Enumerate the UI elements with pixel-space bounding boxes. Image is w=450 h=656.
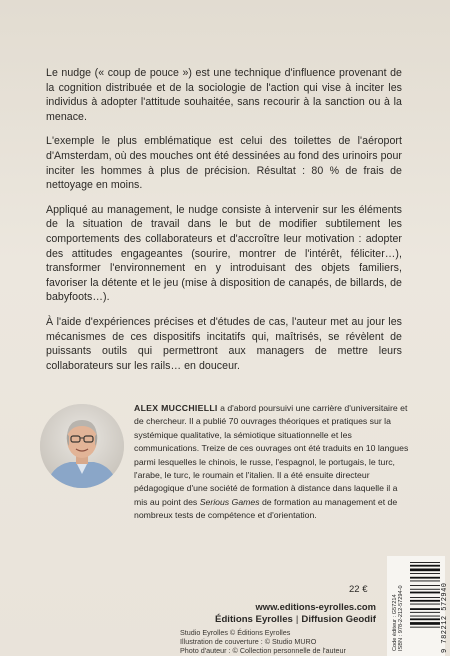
blurb-paragraph-2: L'exemple le plus emblématique est celui des toilettes de l'aéroport d'Amsterdam, où des mouches ont été dessinées au fond des urinoirs pour inciter les hommes à plus de précision. Résultat : 80 % de frais de nettoyage en moins. (46, 135, 402, 192)
credit-line: Photo d'auteur : © Collection personnelle de l'auteur (180, 646, 346, 656)
barcode-bar (410, 562, 440, 563)
barcode-bar (410, 597, 440, 598)
barcode-bar (410, 589, 440, 590)
distributor-name: Diffusion Geodif (301, 614, 376, 625)
barcode-bar (410, 573, 440, 574)
barcode-bar (410, 569, 440, 572)
publisher-block (206, 601, 376, 626)
barcode-bar (410, 608, 440, 610)
bio-italic-term: Serious Games (199, 496, 260, 507)
barcode-bar (410, 577, 440, 579)
barcode-bar (410, 581, 440, 582)
credit-line: Illustration de couverture : © Studio MURO (180, 637, 317, 647)
author-name: ALEX MUCCHIELLI (134, 403, 218, 413)
credit-line: Studio Eyrolles © Éditions Eyrolles (180, 628, 291, 637)
edition-code: Code éditeur : G57214 (392, 594, 398, 651)
barcode-bar (410, 565, 440, 567)
author-bio (40, 403, 410, 521)
barcode-bar (410, 616, 440, 617)
publisher-name: Éditions Eyrolles (215, 614, 293, 625)
barcode-number: 9 782212 572940 (441, 582, 449, 653)
barcode-bar (410, 622, 440, 625)
blurb-paragraph-4: À l'aide d'expériences précises et d'études de cas, l'auteur met au jour les mécanismes de ces dispositifs incitatifs qui, maîtrisés, se révèlent de puissants outils qui permettront aux managers de mettre leurs collaborateurs sur les rails… en douceur. (46, 315, 402, 372)
bio-text-part-1: a d'abord poursuivi une carrière d'universitaire et de chercheur. Il a publié 70 ouvrages théoriques et pratiques sur la systémique qualitative, la sémiotique situationnelle et les communications. Treize de ces ouvrages ont été traduits en 10 langues parmi lesquelles le chinois, le russe, l'espagnol, le portugais, le turc, l'arabe, le turc, le roumain et l'italien. Il a été ensuite directeur pédagogique d'une société de formation à distance dans laquelle il a mis au point des (134, 403, 409, 507)
publisher-separator: | (295, 614, 299, 625)
barcode-bar (410, 600, 440, 602)
credits (180, 628, 376, 656)
bio-text-part-2: de formation au management et de nombreux tests de compétence et d'orientation. (134, 496, 398, 521)
barcode (410, 561, 440, 651)
barcode-bar (410, 618, 440, 620)
author-portrait-image (40, 404, 124, 488)
blurb (46, 66, 402, 383)
barcode-bar (410, 604, 440, 605)
blurb-paragraph-1: Le nudge (« coup de pouce ») est une technique d'influence provenant de la cognition distribuée et de la sociologie de l'action qui vise à inciter les individus à adopter l'attitude souhaitée, sans recourir à la sanction ou à la menace. (46, 67, 402, 123)
barcode-bar (410, 627, 440, 628)
price: 22 € (349, 584, 368, 595)
publisher-line (206, 613, 376, 626)
barcode-bar (410, 612, 440, 613)
barcode-bar (410, 592, 440, 594)
author-portrait (40, 404, 124, 488)
isbn-block (392, 585, 405, 651)
barcode-bar (410, 585, 440, 586)
publisher-website: www.editions-eyrolles.com (255, 601, 376, 612)
isbn: ISBN : 978-2-212-57294-0 (398, 585, 405, 651)
blurb-paragraph-3: Appliqué au management, le nudge consiste à intervenir sur les éléments de la situation de travail dans le but de modifier subtilement les comportements des collaborateurs et d'accroître leur motivation : adopter des attitudes engageantes (sourire, montrer de l'intérêt, féliciter…), transformer l'environnement en y introduisant des objets familiers, favoriser la détente et le jeu (mise à disposition de canapés, de billards, de babyfoots…). (46, 203, 402, 304)
author-bio-text (134, 402, 410, 523)
